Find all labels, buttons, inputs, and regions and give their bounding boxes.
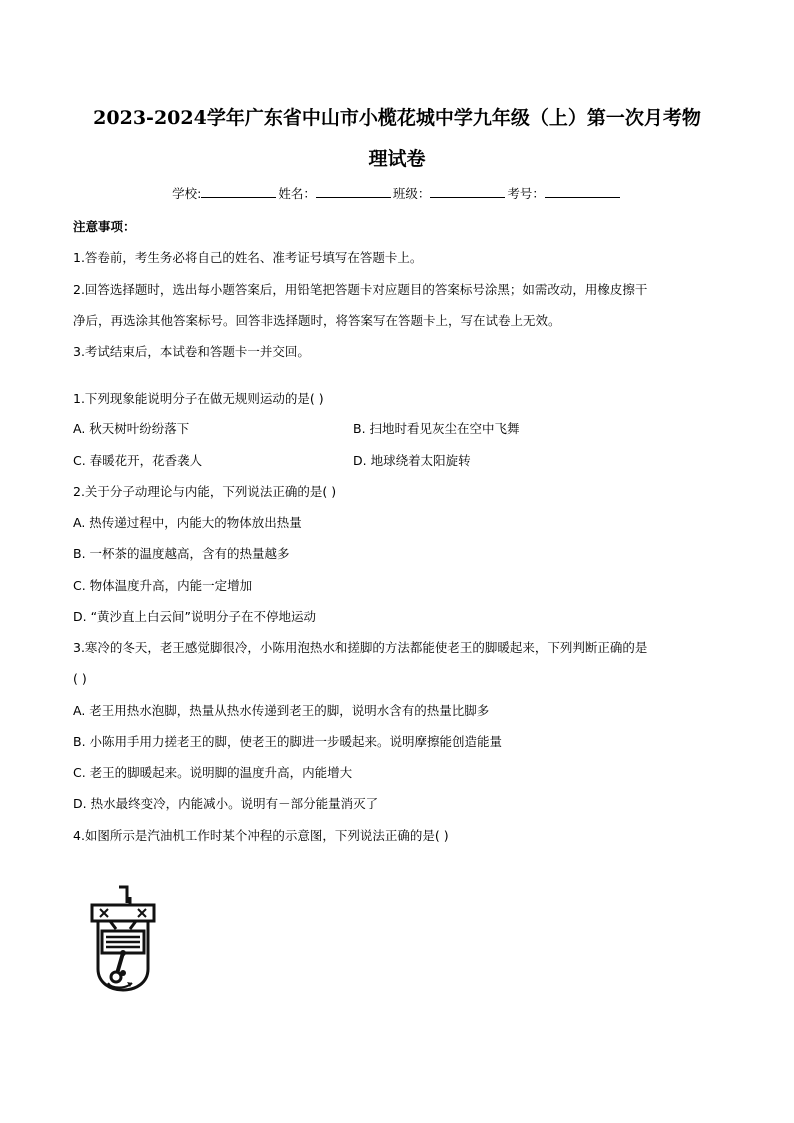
question-1-option-b: B. 扫地时看见灰尘在空中飞舞 bbox=[353, 421, 520, 436]
gasoline-engine-diagram-icon bbox=[82, 885, 182, 997]
exam-no-label: 考号： bbox=[507, 186, 545, 201]
name-label: 姓名： bbox=[278, 186, 316, 201]
note-item: 2.回答选择题时，选出每小题答案后，用铅笔把答题卡对应题目的答案标号涂黑；如需改动，用橡皮擦干 bbox=[73, 282, 648, 297]
exam-title-line2: 理试卷 bbox=[368, 148, 426, 170]
notes-heading: 注意事项： bbox=[73, 219, 136, 234]
note-item: 1.答卷前，考生务必将自己的姓名、准考证号填写在答题卡上。 bbox=[73, 250, 423, 265]
question-2-option-d: D. “黄沙直上白云间”说明分子在不停地运动 bbox=[73, 609, 317, 624]
question-2-option-c: C. 物体温度升高，内能一定增加 bbox=[73, 578, 253, 593]
note-item: 净后，再选涂其他答案标号。回答非选择题时，将答案写在答题卡上，写在试卷上无效。 bbox=[73, 313, 561, 328]
question-1-stem: 1.下列现象能说明分子在做无规则运动的是( ) bbox=[73, 391, 324, 406]
question-3-option-d: D. 热水最终变冷，内能减小。说明有－部分能量消灭了 bbox=[73, 796, 379, 811]
question-1-option-c: C. 春暖花开，花香袭人 bbox=[73, 453, 203, 468]
question-2-option-a: A. 热传递过程中，内能大的物体放出热量 bbox=[73, 515, 302, 530]
question-1-option-a: A. 秋天树叶纷纷落下 bbox=[73, 421, 190, 436]
note-item: 3.考试结束后，本试卷和答题卡一并交回。 bbox=[73, 344, 310, 359]
question-2-option-b: B. 一杯茶的温度越高，含有的热量越多 bbox=[73, 546, 290, 561]
name-blank[interactable] bbox=[316, 185, 391, 198]
question-3-option-c: C. 老王的脚暖起来。说明脚的温度升高，内能增大 bbox=[73, 765, 353, 780]
question-3-option-b: B. 小陈用手用力搓老王的脚，使老王的脚进一步暖起来。说明摩擦能创造能量 bbox=[73, 734, 503, 749]
class-blank[interactable] bbox=[430, 185, 505, 198]
school-label: 学校: bbox=[172, 186, 202, 201]
question-3-stem-line2: ( ) bbox=[73, 671, 87, 686]
school-blank[interactable] bbox=[201, 185, 276, 198]
question-3-option-a: A. 老王用热水泡脚，热量从热水传递到老王的脚，说明水含有的热量比脚多 bbox=[73, 703, 490, 718]
exam-title-line1: 2023-2024学年广东省中山市小榄花城中学九年级（上）第一次月考物 bbox=[93, 107, 701, 129]
class-label: 班级： bbox=[392, 186, 431, 201]
question-4-stem: 4.如图所示是汽油机工作时某个冲程的示意图，下列说法正确的是( ) bbox=[73, 828, 449, 843]
question-1-option-d: D. 地球绕着太阳旋转 bbox=[353, 453, 471, 468]
question-2-stem: 2.关于分子动理论与内能，下列说法正确的是( ) bbox=[73, 484, 337, 499]
student-info-line bbox=[0, 184, 794, 204]
exam-no-blank[interactable] bbox=[545, 185, 620, 198]
question-3-stem-line1: 3.寒冷的冬天，老王感觉脚很冷，小陈用泡热水和搓脚的方法都能使老王的脚暖起来，下列判断正确的是 bbox=[73, 640, 648, 655]
